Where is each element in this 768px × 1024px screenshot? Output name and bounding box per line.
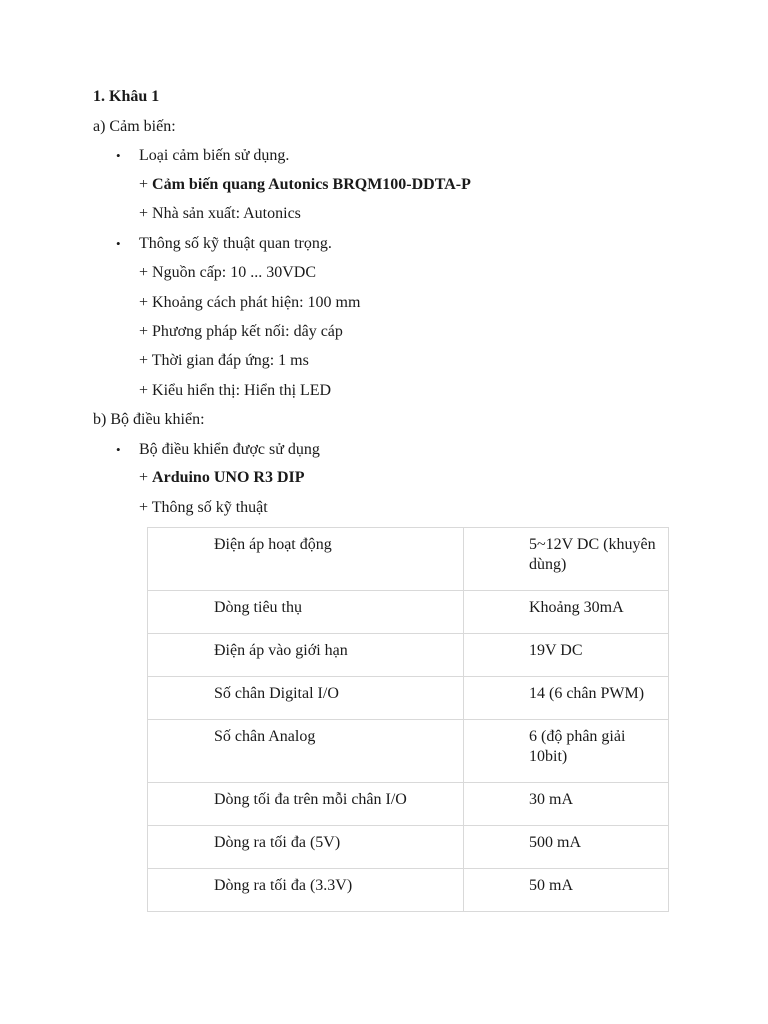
line-prefix: +: [139, 205, 153, 222]
spec-line-response: [139, 351, 309, 371]
spec-text: Phương pháp kết nối: dây cáp: [152, 323, 343, 340]
table-cell-param: Số chân Digital I/O: [148, 677, 464, 720]
table-row: [148, 720, 669, 783]
table-cell-value: Khoảng 30mA: [464, 591, 669, 634]
sensor-model-line: [139, 175, 471, 195]
controller-heading: b) Bộ điều khiển:: [93, 411, 205, 428]
spec-text: Khoảng cách phát hiện: 100 mm: [152, 294, 361, 311]
spec-text: Kiểu hiển thị: Hiển thị LED: [152, 382, 332, 399]
bullet-dot: •: [116, 442, 121, 457]
bullet-item-controller: [116, 440, 320, 460]
spec-line-distance: [139, 293, 360, 313]
table-cell-value: 6 (độ phân giải 10bit): [464, 720, 669, 783]
table-cell-param: Dòng tiêu thụ: [148, 591, 464, 634]
controller-model-line: [139, 468, 305, 488]
table-row: [148, 783, 669, 826]
bullet-text: Bộ điều khiển được sử dụng: [139, 441, 320, 458]
table-row: [148, 826, 669, 869]
sensor-manufacturer: Nhà sản xuất: Autonics: [152, 205, 301, 222]
table-cell-param: Dòng ra tối đa (3.3V): [148, 869, 464, 912]
spec-line-power: [139, 263, 316, 283]
spec-line-connection: [139, 322, 343, 342]
bullet-item-sensor-type: [116, 146, 289, 166]
table-cell-value: 14 (6 chân PWM): [464, 677, 669, 720]
controller-model-name: Arduino UNO R3 DIP: [152, 469, 305, 486]
table-cell-value: 30 mA: [464, 783, 669, 826]
line-prefix: +: [139, 469, 153, 486]
table-cell-value: 5~12V DC (khuyên dùng): [464, 528, 669, 591]
sensor-heading: a) Cảm biến:: [93, 118, 176, 135]
line-prefix: +: [139, 264, 153, 281]
table-cell-param: Dòng ra tối đa (5V): [148, 826, 464, 869]
spec-line-display: [139, 381, 331, 401]
table-row: [148, 869, 669, 912]
table-cell-param: Số chân Analog: [148, 720, 464, 783]
bullet-dot: •: [116, 236, 121, 251]
line-prefix: +: [139, 323, 153, 340]
spec-table: [147, 527, 669, 912]
spec-text: Nguồn cấp: 10 ... 30VDC: [152, 264, 317, 281]
line-prefix: +: [139, 382, 153, 399]
table-cell-param: Điện áp hoạt động: [148, 528, 464, 591]
table-row: [148, 528, 669, 591]
bullet-text: Loại cảm biến sử dụng.: [139, 147, 290, 164]
table-row: [148, 634, 669, 677]
table-cell-value: 500 mA: [464, 826, 669, 869]
line-prefix: +: [139, 352, 152, 369]
controller-specs-label: [139, 498, 268, 518]
sensor-manufacturer-line: [139, 204, 301, 224]
table-cell-param: Điện áp vào giới hạn: [148, 634, 464, 677]
bullet-dot: •: [116, 148, 121, 163]
line-prefix: +: [139, 499, 152, 516]
bullet-item-sensor-specs: [116, 234, 332, 254]
bullet-text: Thông số kỹ thuật quan trọng.: [139, 235, 332, 252]
table-cell-value: 50 mA: [464, 869, 669, 912]
table-row: [148, 591, 669, 634]
table-row: [148, 677, 669, 720]
table-cell-param: Dòng tối đa trên mỗi chân I/O: [148, 783, 464, 826]
section-title: 1. Khâu 1: [93, 88, 160, 105]
sensor-model-name: Cảm biến quang Autonics BRQM100-DDTA-P: [152, 176, 471, 193]
spec-text: Thời gian đáp ứng: 1 ms: [151, 352, 309, 369]
line-prefix: +: [139, 176, 153, 193]
table-cell-value: 19V DC: [464, 634, 669, 677]
line-prefix: +: [139, 294, 153, 311]
specs-label-text: Thông số kỹ thuật: [151, 499, 268, 516]
